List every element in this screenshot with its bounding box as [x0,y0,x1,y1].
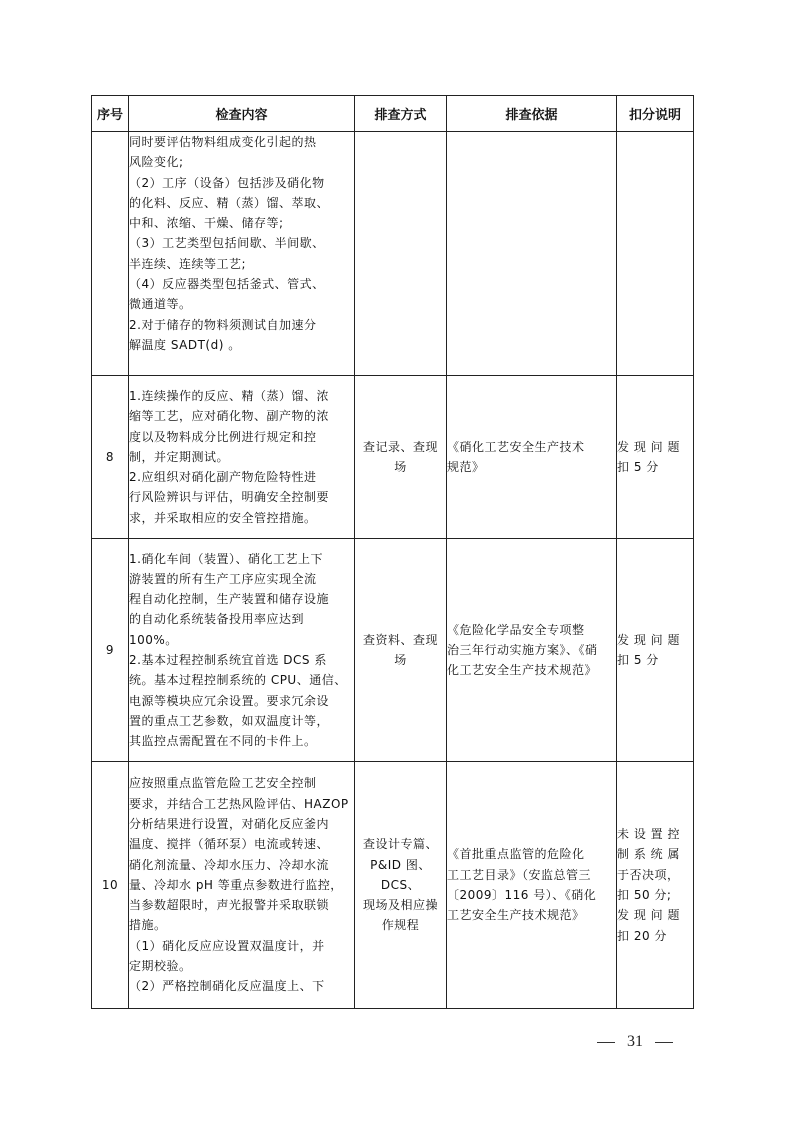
table-row [92,539,694,762]
row-method: 查资料、查现 场 [355,539,447,762]
row-method [355,132,447,376]
row-deduction: 发 现 问 题 扣 5 分 [617,539,694,762]
row-number: 9 [92,539,129,762]
table-row [92,376,694,539]
row-deduction: 未 设 置 控 制 系 统 属 于否决项， 扣 50 分; 发 现 问 题 扣 20 分 [617,762,694,1009]
table-row [92,132,694,376]
row-number [92,132,129,376]
header-deduction-note: 扣分说明 [617,96,694,132]
row-content: 1.硝化车间（装置）、硝化工艺上下 游装置的所有生产工序应实现全流 程自动化控制，生产装置和储存设施 的自动化系统装备投用率应达到 100%。 2.基本过程控制系统宜首选 DCS 系 统。基本过程控制系统的 CPU、通信、 电源等模块应冗余设置。要求冗余设 置的重点工艺参数，如双温度计等， 其监控点需配置在不同的卡件上。 [129,539,355,762]
row-content: 同时要评估物料组成变化引起的热 风险变化; （2）工序（设备）包括涉及硝化物 的化料、反应、精（蒸）馏、萃取、 中和、浓缩、干燥、储存等; （3）工艺类型包括间歇、半间歇、 半连续、连续等工艺; （4）反应器类型包括釜式、管式、 微通道等。 2.对于储存的物料须测试自加速分 解温度 SADT(d) 。 [129,132,355,376]
page-number: 31 [627,1033,643,1050]
footer-dash-left [597,1042,615,1043]
header-serial-number: 序号 [92,96,129,132]
footer-dash-right [655,1042,673,1043]
row-method: 查记录、查现 场 [355,376,447,539]
inspection-table [91,95,694,1009]
row-basis [447,132,617,376]
row-basis: 《首批重点监管的危险化 工工艺目录》（安监总管三 〔2009〕116 号）、《硝化 工艺安全生产技术规范》 [447,762,617,1009]
row-deduction [617,132,694,376]
row-content: 应按照重点监管危险工艺安全控制 要求，并结合工艺热风险评估、HAZOP 分析结果进行设置，对硝化反应釜内 温度、搅拌（循环泵）电流或转速、 硝化剂流量、冷却水压力、冷却水流 量、冷却水 pH 等重点参数进行监控， 当参数超限时，声光报警并采取联锁 措施。 （1）硝化反应应设置双温度计，并 定期校验。 （2）严格控制硝化反应温度上、下 [129,762,355,1009]
row-basis: 《硝化工艺安全生产技术 规范》 [447,376,617,539]
table-row [92,762,694,1009]
header-inspection-content: 检查内容 [129,96,355,132]
row-number: 8 [92,376,129,539]
table-header-row [92,96,694,132]
row-content: 1.连续操作的反应、精（蒸）馏、浓 缩等工艺，应对硝化物、副产物的浓 度以及物料成分比例进行规定和控 制，并定期测试。 2.应组织对硝化副产物危险特性进 行风险辨识与评估，明确安全控制要 求，并采取相应的安全管控措施。 [129,376,355,539]
row-basis: 《危险化学品安全专项整 治三年行动实施方案》、《硝 化工艺安全生产技术规范》 [447,539,617,762]
header-inspection-basis: 排查依据 [447,96,617,132]
row-deduction: 发 现 问 题 扣 5 分 [617,376,694,539]
header-inspection-method: 排查方式 [355,96,447,132]
row-number: 10 [92,762,129,1009]
row-method: 查设计专篇、 P&ID 图、DCS、 现场及相应操 作规程 [355,762,447,1009]
page-footer [585,1033,685,1051]
